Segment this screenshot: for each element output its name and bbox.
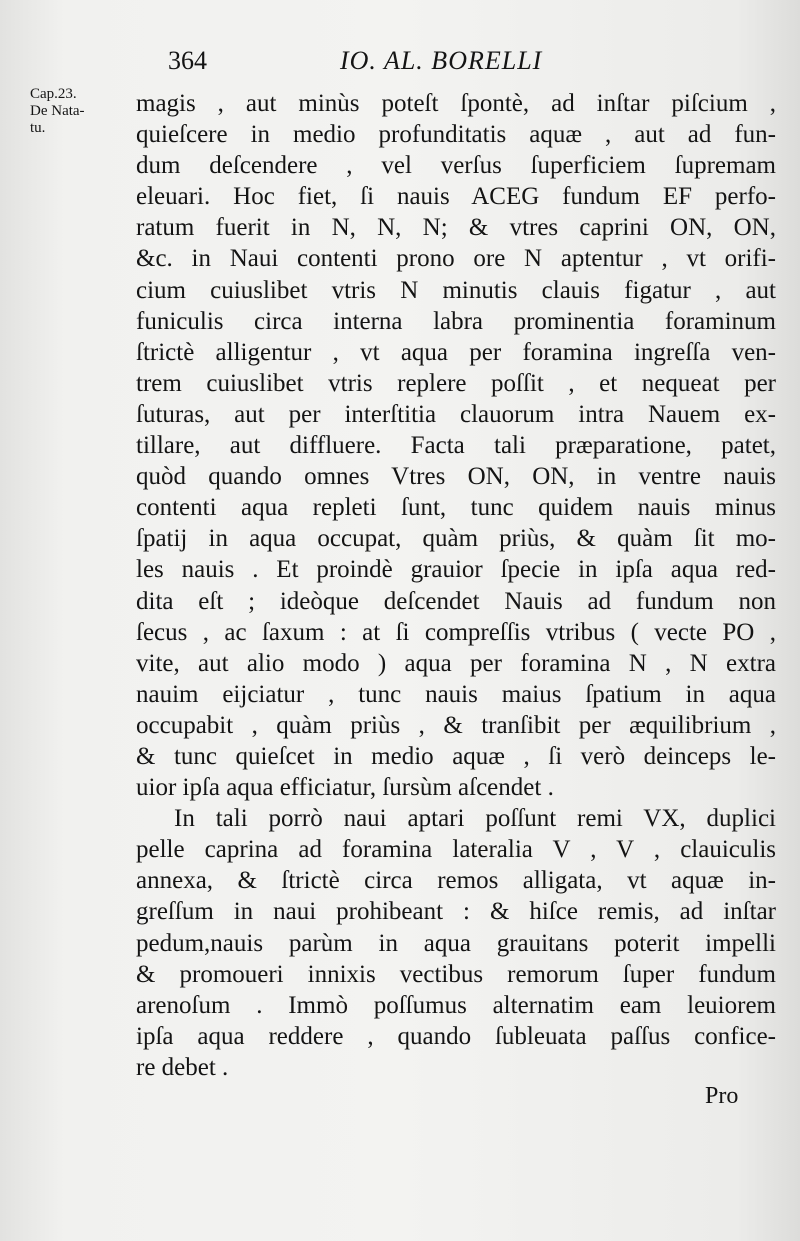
text-line: re debet . (136, 1053, 229, 1081)
text-line: les nauis . Et proindè grauior ſpecie in ipſa aqua red- (136, 556, 776, 584)
text-line: magis , aut minùs poteſt ſpontè, ad inſtar piſcium , (136, 90, 776, 117)
text-line: uior ipſa aqua efficiatur, ſursùm aſcendet . (136, 774, 554, 802)
margin-note-line: tu. (30, 120, 46, 136)
text-line: greſſum in naui prohibeant : & hiſce remis, ad inſtar (136, 898, 776, 926)
text-line: funiculis circa interna labra prominentia foraminum (136, 307, 776, 335)
text-line: In tali porrò naui aptari poſſunt remi VX, duplici (174, 805, 776, 833)
text-line: occupabit , quàm priùs , & tranſibit per æquilibrium , (136, 711, 776, 739)
text-line: ſuturas, aut per interſtitia clauorum intra Nauem ex- (136, 400, 776, 428)
text-line: vite, aut alio modo ) aqua per foramina N , N extra (136, 649, 776, 677)
margin-note (30, 86, 130, 137)
body-text (136, 88, 776, 1083)
page-number: 364 (168, 46, 207, 75)
catchword: Pro (705, 1083, 739, 1109)
text-line: dum deſcendere , vel verſus ſuperficiem ſupremam (136, 152, 776, 180)
margin-note-line: De Nata- (30, 103, 85, 119)
running-head: IO. AL. BORELLI (340, 46, 543, 75)
text-line: ratum fuerit in N, N, N; & vtres caprini ON, ON, (136, 214, 776, 242)
text-line: eleuari. Hoc fiet, ſi nauis ACEG fundum EF perfo- (136, 183, 776, 211)
text-line: ipſa aqua reddere , quando ſubleuata paſſus confice- (136, 1022, 776, 1050)
text-line: annexa, & ſtrictè circa remos alligata, vt aquæ in- (136, 867, 776, 895)
text-line: cium cuiuslibet vtris N minutis clauis figatur , aut (136, 276, 776, 304)
text-line: trem cuiuslibet vtris replere poſſit , et nequeat per (136, 369, 776, 397)
text-line: ſecus , ac ſaxum : at ſi compreſſis vtribus ( vecte PO , (136, 618, 776, 646)
margin-note-line: Cap.23. (30, 86, 77, 102)
text-line: pedum,nauis parùm in aqua grauitans poterit impelli (136, 929, 776, 957)
text-line: quieſcere in medio profunditatis aquæ , aut ad fun- (136, 121, 776, 149)
text-line: arenoſum . Immò poſſumus alternatim eam leuiorem (136, 991, 776, 1019)
page-header (0, 42, 800, 82)
text-line: nauim eijciatur , tunc nauis maius ſpatium in aqua (136, 680, 776, 708)
text-line: contenti aqua repleti ſunt, tunc quidem nauis minus (136, 494, 776, 522)
text-line: dita eſt ; ideòque deſcendet Nauis ad fundum non (136, 587, 776, 615)
text-line: & promoueri innixis vectibus remorum ſuper fundum (136, 960, 776, 988)
text-line: ſtrictè alligentur , vt aqua per foramina ingreſſa ven- (136, 338, 776, 366)
text-line: tillare, aut diffluere. Facta tali præparatione, patet, (136, 432, 776, 460)
text-line: ſpatij in aqua occupat, quàm priùs, & quàm ſit mo- (136, 525, 776, 553)
text-line: pelle caprina ad foramina lateralia V , V , clauiculis (136, 836, 776, 864)
text-line: quòd quando omnes Vtres ON, ON, in ventre nauis (136, 463, 776, 491)
text-line: &c. in Naui contenti prono ore N aptentur , vt orifi- (136, 245, 776, 273)
text-line: & tunc quieſcet in medio aquæ , ſi verò deinceps le- (136, 742, 776, 770)
